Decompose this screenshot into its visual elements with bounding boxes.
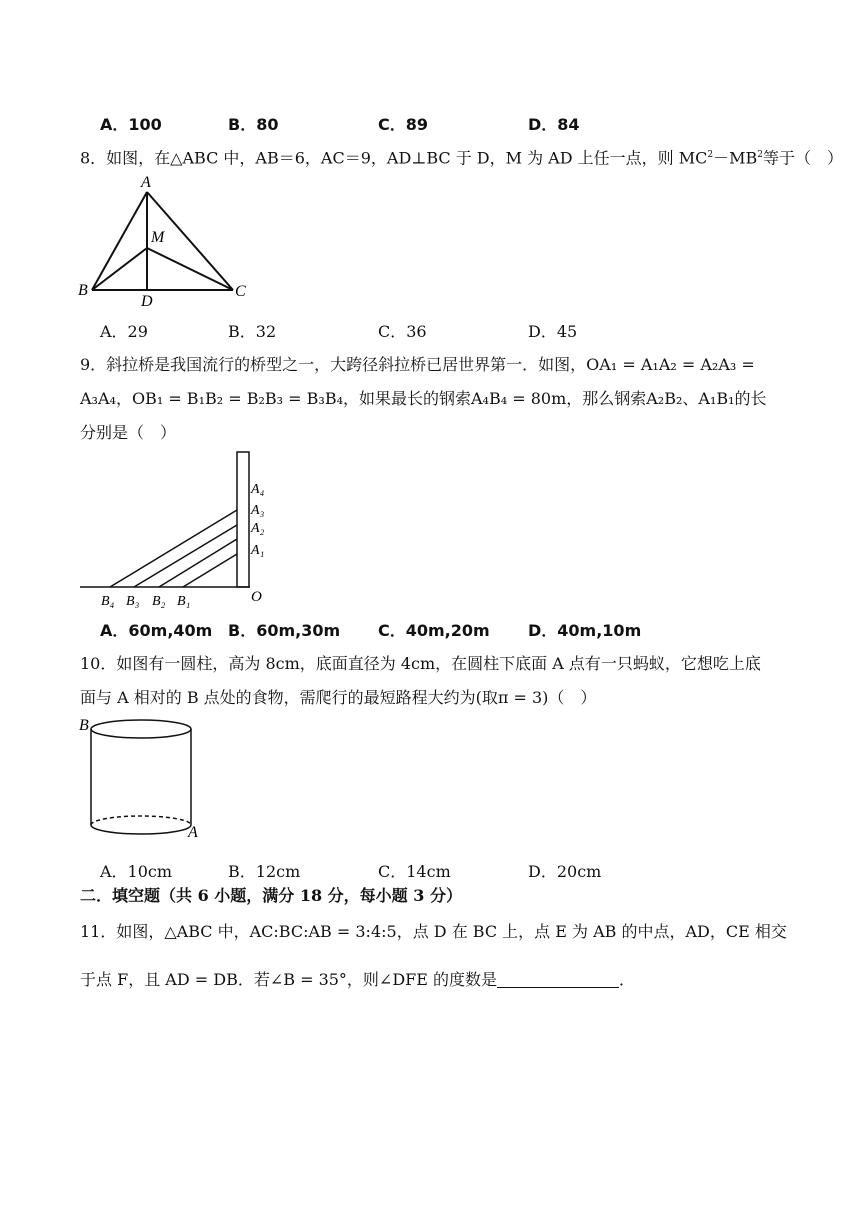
q10-stem-line2: 面与 A 相对的 B 点处的食物，需爬行的最短路程大约为(取π = 3)（ ） xyxy=(80,688,597,707)
q8-option-c: C．36 xyxy=(378,322,427,341)
q7-option-a: A．100 xyxy=(100,115,162,134)
q8-triangle-figure xyxy=(70,170,250,310)
q9-label-a4: A₄ xyxy=(251,482,265,497)
q9-label-a1: A₁ xyxy=(251,543,265,558)
q9-label-a3: A₃ xyxy=(251,503,265,518)
q9-label-b2: B₂ xyxy=(152,594,166,609)
q10-cylinder-figure xyxy=(75,712,205,842)
q7-option-c: C．89 xyxy=(378,115,429,134)
q9-label-a2: A₂ xyxy=(251,521,265,536)
q10-option-a: A．10cm xyxy=(100,862,173,881)
q8-label-c: C xyxy=(235,283,246,300)
q9-label-b1: B₁ xyxy=(177,594,191,609)
q11-text-before: 于点 F，且 AD = DB．若∠B = 35°，则∠DFE 的度数是 xyxy=(80,970,498,989)
q10-label-a: A xyxy=(188,824,198,841)
q8-option-b: B．32 xyxy=(228,322,277,341)
q10-option-c: C．14cm xyxy=(378,862,451,881)
q7-option-d: D．84 xyxy=(528,115,580,134)
q9-option-d: D．40m,10m xyxy=(528,621,642,640)
q8-text-mid: －MB xyxy=(713,148,758,168)
q9-option-a: A．60m,40m xyxy=(100,621,213,640)
q10-option-b: B．12cm xyxy=(228,862,301,881)
q8-label-d: D xyxy=(141,293,153,310)
q7-option-b: B．80 xyxy=(228,115,279,134)
q10-label-b: B xyxy=(79,717,89,734)
q10-stem-line1: 10．如图有一圆柱，高为 8cm，底面直径为 4cm，在圆柱下底面 A 点有一只蚂蚁，它想吃上底 xyxy=(80,654,761,673)
q8-sup1: 2 xyxy=(707,150,714,160)
q9-label-o: O xyxy=(251,589,262,605)
q11-answer-blank[interactable] xyxy=(497,971,619,988)
q8-label-a: A xyxy=(141,174,151,191)
q9-label-b4: B₄ xyxy=(101,594,115,609)
q8-stem xyxy=(80,145,843,168)
q10-option-d: D．20cm xyxy=(528,862,602,881)
q9-bridge-figure xyxy=(75,450,295,615)
q11-stem-line2 xyxy=(80,970,635,990)
q8-label-m: M xyxy=(151,229,165,246)
q8-text-before: 8．如图，在△ABC 中，AB＝6，AC＝9，AD⊥BC 于 D，M 为 AD 上任一点，则 MC xyxy=(80,148,708,168)
q8-option-d: D．45 xyxy=(528,322,578,341)
q8-sup2: 2 xyxy=(757,150,763,160)
q9-stem-line1: 9．斜拉桥是我国流行的桥型之一，大跨径斜拉桥已居世界第一．如图，OA₁ = A₁A₂ = A₂A₃ = xyxy=(80,355,755,374)
q9-stem-line2: A₃A₄，OB₁ = B₁B₂ = B₂B₃ = B₃B₄，如果最长的钢索A₄B₄ = 80m，那么钢索A₂B₂、A₁B₁的长 xyxy=(80,389,767,408)
q11-stem-line1: 11．如图，△ABC 中，AC:BC:AB = 3:4:5，点 D 在 BC 上，点 E 为 AB 的中点，AD，CE 相交 xyxy=(80,922,787,941)
q9-label-b3: B₃ xyxy=(126,594,140,609)
q8-text-after: 等于（ ） xyxy=(762,148,843,168)
q9-option-b: B．60m,30m xyxy=(228,621,341,640)
q8-label-b: B xyxy=(78,282,88,299)
q9-option-c: C．40m,20m xyxy=(378,621,490,640)
q9-stem-line3: 分别是（ ） xyxy=(80,423,177,442)
q8-option-a: A．29 xyxy=(100,322,148,341)
section-title: 二．填空题（共 6 小题，满分 18 分，每小题 3 分） xyxy=(80,886,462,905)
q11-text-after: ． xyxy=(619,970,636,989)
